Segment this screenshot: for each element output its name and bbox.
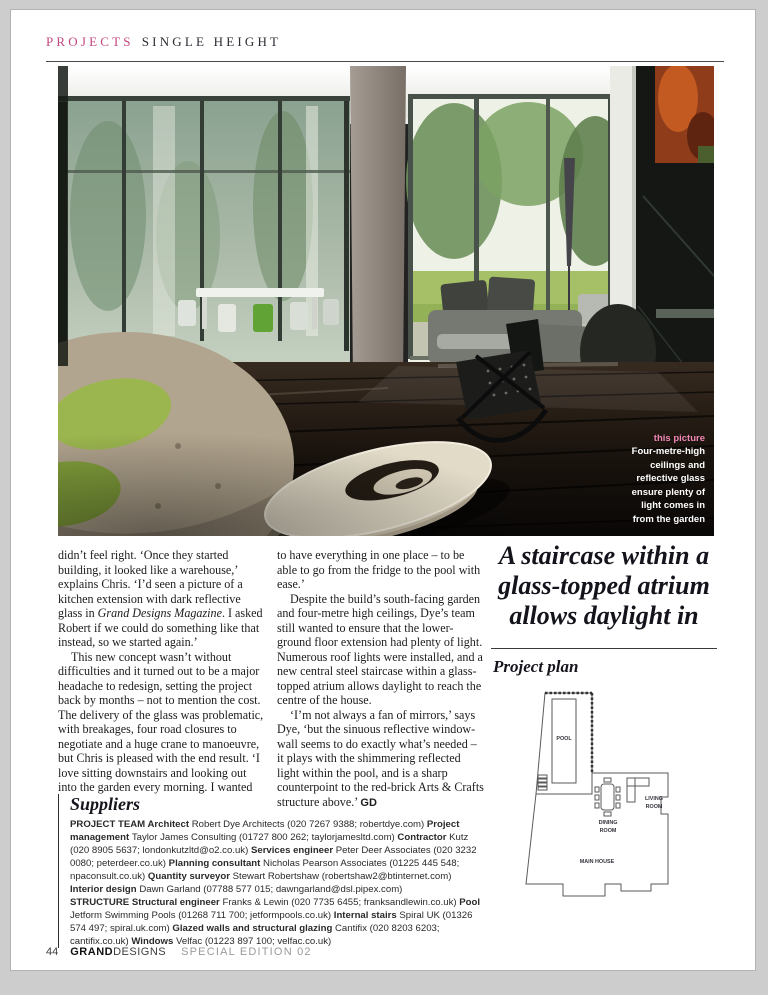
suppliers-list: PROJECT TEAM Architect Robert Dye Architects (020 7267 9388; robertdye.com) Project management Taylor James Consulting (01727 800 262; taylorjamesltd.com) Contractor Kutz (020 8905 5637; londonkutzltd@o2.co.uk) Services engineer Peter Deer Associates (020 3232 0080; peterdeer.co.uk) Planning consultant Nicholas Pearson Associates (01225 445 548; npaconsult.co.uk) Quantity surveyor Stewart Robertshaw (robertshaw2@btinternet.com) Interior design Dawn Garland (07788 577 015; dawngarland@dsl.pipex.com) STRUCTURE Structural engineer Franks & Lewin (020 7735 6455; franksandlewin.co.uk) Pool Jetform Swimming Pools (01268 711 700; jetformpools.co.uk) Internal stairs Spiral UK (01326 574 497; spiral.uk.com) Glazed walls and structural glazing Cantifix (020 8203 6203; cantifix.co.uk) Windows Velfac (01223 897 100; velfac.co.uk)	[70, 819, 481, 947]
magazine-logo: GRANDDESIGNS	[70, 946, 167, 958]
plan-rule	[491, 648, 717, 649]
plan-label-living-2: ROOM	[645, 804, 663, 810]
photo-edge-shadow	[58, 66, 68, 366]
plan-label-main-house: MAIN HOUSE	[579, 859, 615, 865]
plan-label-living-1: LIVING	[645, 796, 663, 802]
kicker-section: PROJECTS	[46, 34, 134, 49]
feature-column	[491, 541, 717, 926]
suppliers-section	[58, 794, 482, 948]
page-number: 44	[46, 946, 59, 958]
kicker-title: SINGLE HEIGHT	[141, 34, 282, 49]
plan-dining-set	[595, 778, 620, 816]
article-body	[58, 548, 485, 810]
dining-set	[178, 288, 339, 332]
plan-label-dining-2: ROOM	[599, 828, 617, 834]
page-footer	[46, 946, 312, 958]
plan-main-house	[526, 773, 668, 896]
floor-plan	[491, 683, 717, 921]
suppliers-title: Suppliers	[70, 794, 141, 814]
plan-title: Project plan	[493, 657, 579, 676]
artwork	[655, 66, 714, 163]
header-rule	[46, 61, 724, 62]
main-photo	[58, 66, 714, 536]
plan-label-dining-1: DINING	[598, 820, 618, 826]
magazine-page	[10, 9, 756, 971]
plan-label-pool: POOL	[556, 736, 572, 742]
edition-label: SPECIAL EDITION 02	[181, 946, 312, 958]
plan-pool-wing	[536, 693, 592, 794]
page-kicker	[46, 34, 281, 50]
article-column-1: didn’t feel right. ‘Once they started building, it looked like a warehouse,’ explains Chris. ‘I’d seen a picture of a kitchen extension with dark reflective glass in Grand Designs Magazine. I asked Robert if we could do something like that instead, so we started again.’ This new concept wasn’t without difficulties and it turned out to be a major headache to redesign, setting the project back by months – not to mention the cost. The delivery of the glass was problematic, with breakages, four road closures to negotiate and a huge crane to manoeuvre, but Chris is pleased with the end result. ‘I love sitting downstairs and looking out into the garden every morning. I wanted	[58, 548, 264, 794]
article-column-2: to have everything in one place – to be able to go from the fridge to the pool with ease.’ Despite the build’s south-facing garden and four-metre high ceilings, Dye’s team still wanted to ensure that the lower-ground floor extension had plenty of light. Numerous roof lights were installed, and a new central steel staircase within a glass-topped atrium allows daylight to reach the centre of the house. ‘I’m not always a fan of mirrors,’ says Dye, ‘but the sinuous reflective window-wall seems to do exactly what’s needed – it plays with the shimmering reflected light within the pool, and is a sharp counterpoint to the red-brick Arts & Crafts structure above.’ GD	[277, 548, 484, 809]
pull-quote: A staircase within a glass-topped atrium allows daylight in	[498, 541, 710, 630]
photo-caption: this picture Four-metre-high ceilings and reflective glass ensure plenty of light comes in from the garden	[631, 432, 705, 525]
